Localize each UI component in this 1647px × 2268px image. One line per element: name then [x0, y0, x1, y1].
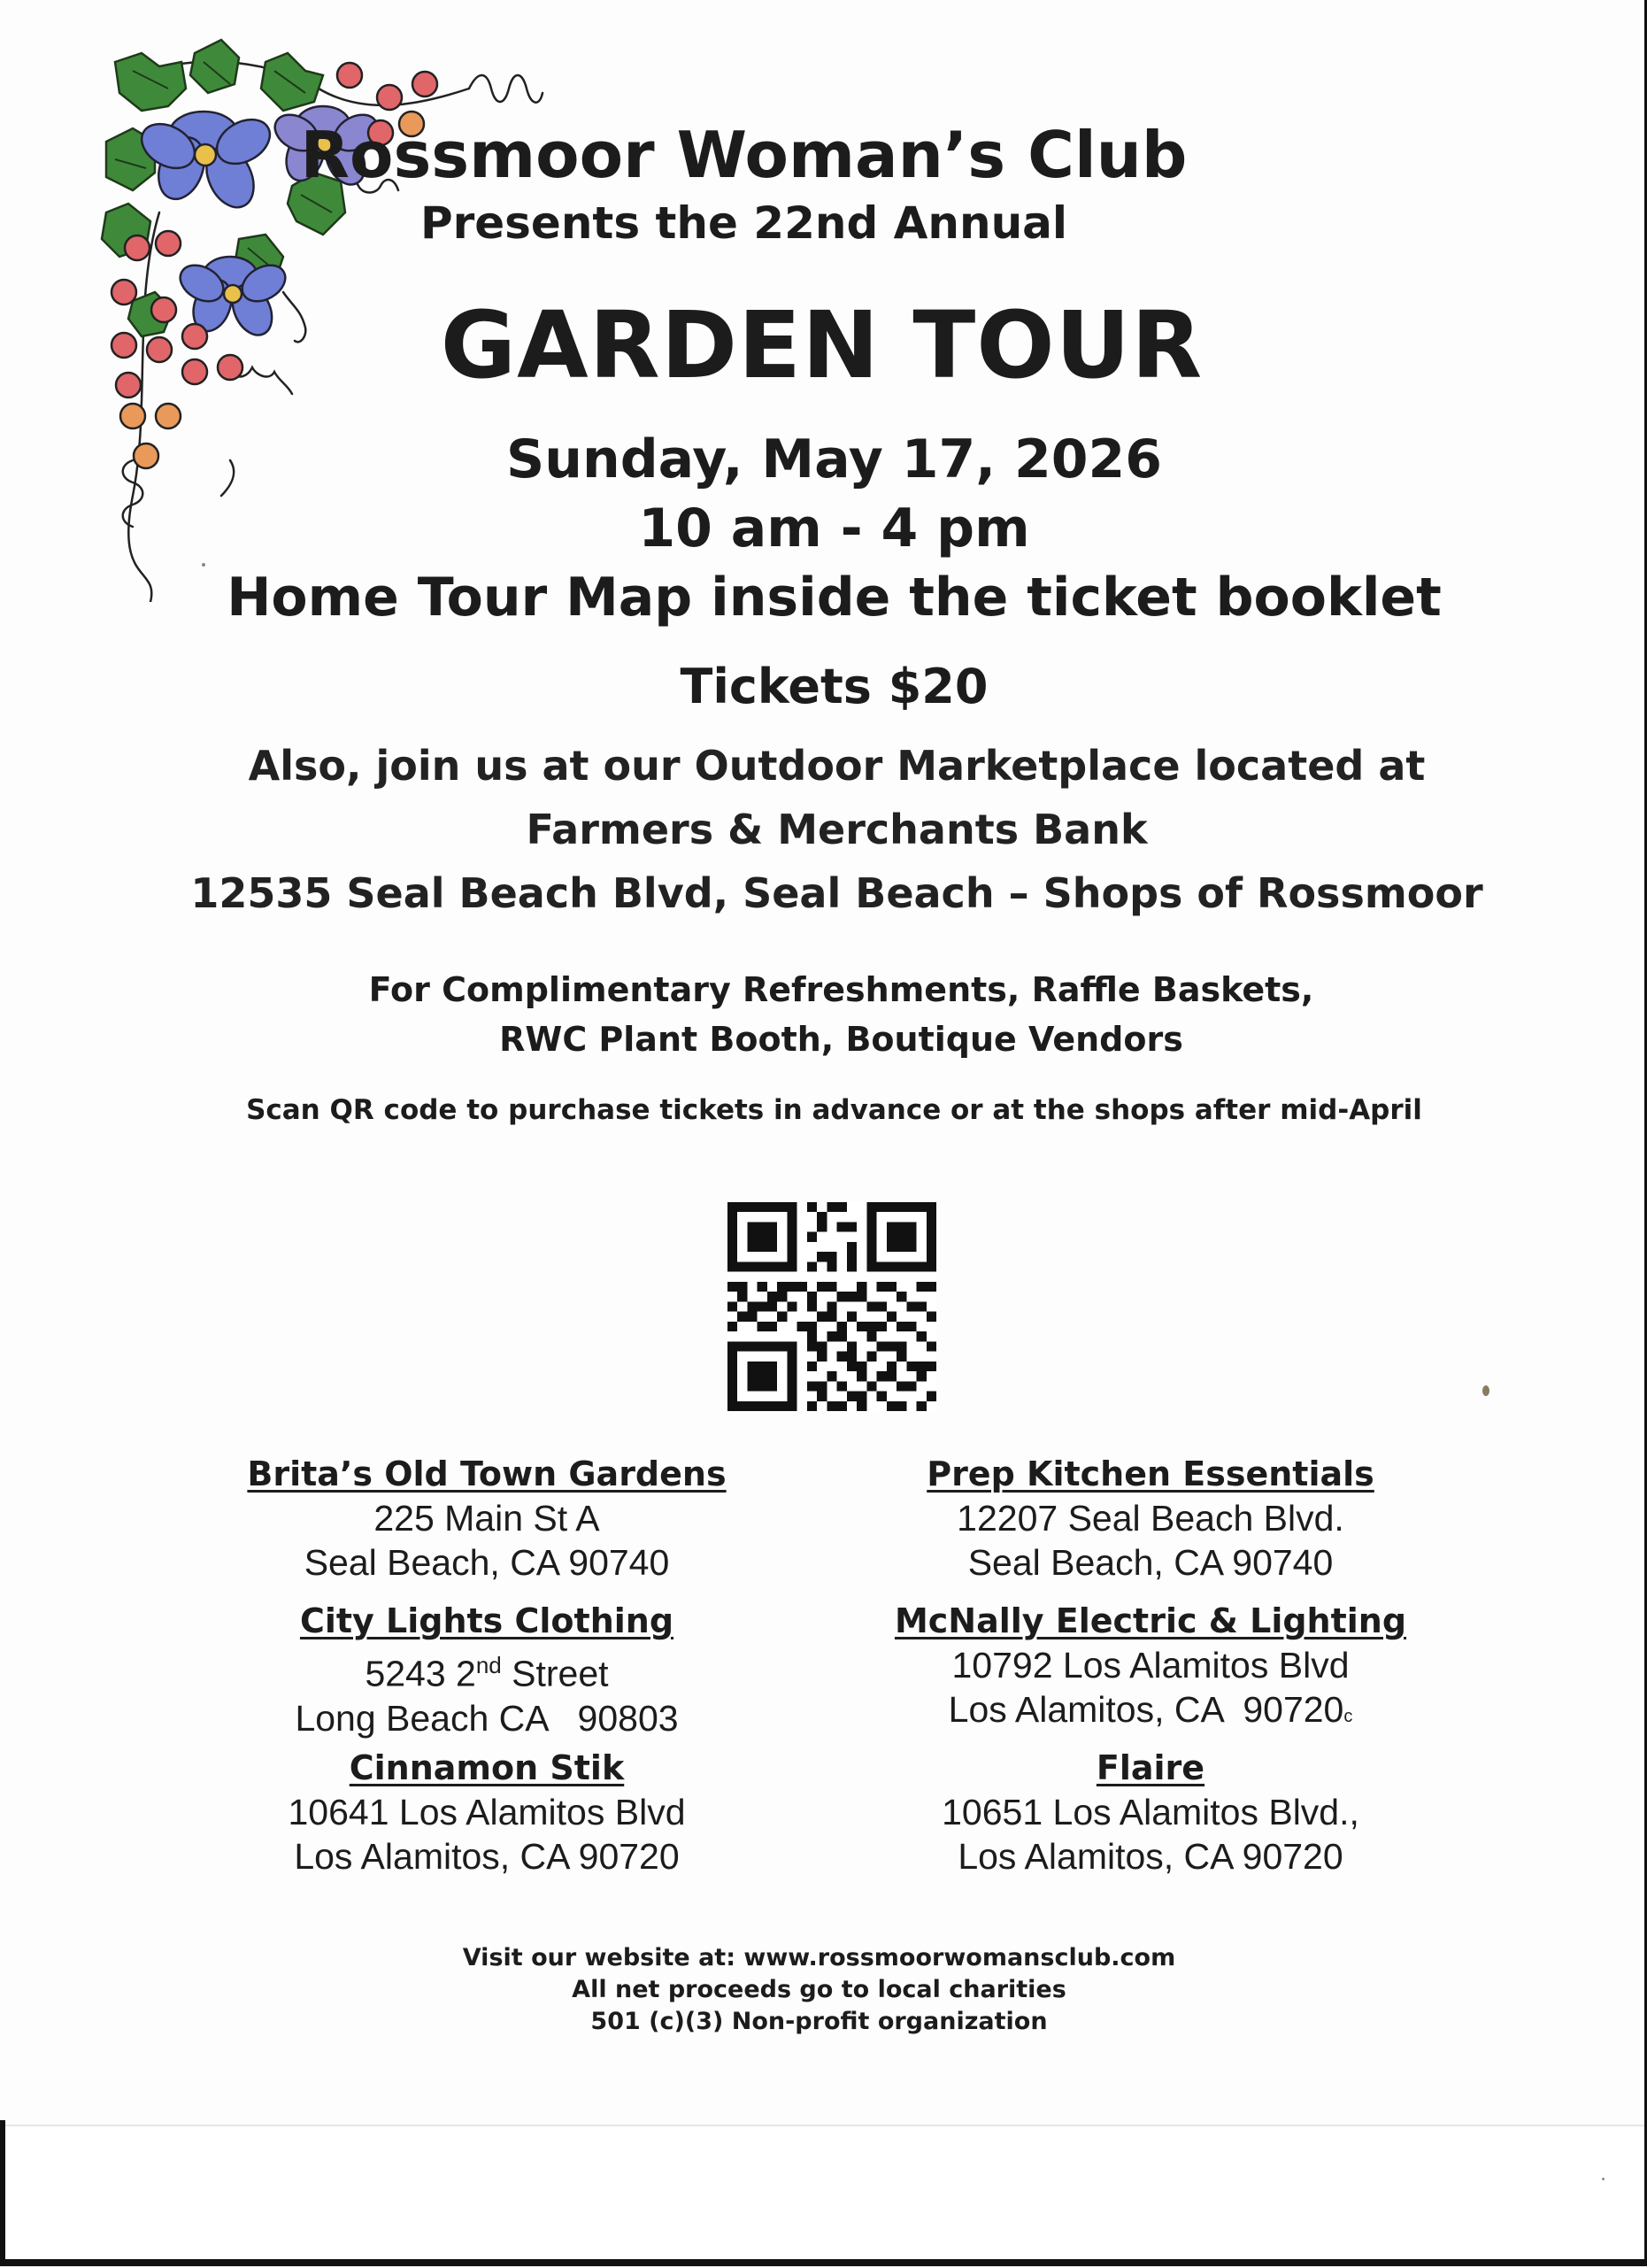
qr-code-icon[interactable] — [727, 1202, 936, 1411]
shop-address-line-2: Los Alamitos, CA 90720 — [958, 1836, 1343, 1877]
footer-proceeds: All net proceeds go to local charities — [572, 1976, 1066, 2003]
scan-speck — [202, 563, 205, 567]
scan-margin — [0, 2125, 1647, 2268]
shop-address-line-1: 225 Main St A — [373, 1498, 600, 1539]
shop-city-lights-clothing — [150, 1599, 823, 1740]
footer-website[interactable]: Visit our website at: www.rossmoorwomansclub.com — [462, 1944, 1176, 1971]
amenities-line-2: RWC Plant Booth, Boutique Vendors — [499, 1020, 1183, 1059]
shop-address-line-2: Seal Beach, CA 90740 — [967, 1542, 1334, 1583]
shop-name: Flaire — [1096, 1748, 1205, 1787]
event-time: 10 am - 4 pm — [638, 498, 1030, 559]
shop-address-line-1: 12207 Seal Beach Blvd. — [957, 1498, 1344, 1539]
shop-address-line-1: 5243 2nd Street — [365, 1652, 609, 1694]
scan-speck — [1482, 1385, 1489, 1396]
shop-britas-old-town-gardens — [150, 1452, 823, 1585]
marketplace-line-2: Farmers & Merchants Bank — [526, 806, 1148, 853]
shop-address-line-1: 10651 Los Alamitos Blvd., — [942, 1792, 1359, 1832]
shop-name: Cinnamon Stik — [349, 1748, 625, 1787]
shop-name: McNally Electric & Lighting — [894, 1601, 1407, 1640]
shop-name: City Lights Clothing — [299, 1601, 674, 1640]
shop-address-line-2: Seal Beach, CA 90740 — [304, 1542, 670, 1583]
scan-speck — [1602, 2178, 1605, 2180]
ticket-price: Tickets $20 — [680, 659, 989, 714]
shop-cinnamon-stik — [150, 1746, 823, 1878]
map-note: Home Tour Map inside the ticket booklet — [227, 567, 1442, 629]
shop-mcnally-electric-lighting — [814, 1599, 1487, 1739]
scan-edge-left — [0, 2120, 5, 2266]
shop-address-line-2: Los Alamitos, CA 90720 — [294, 1836, 680, 1877]
footer-nonprofit: 501 (c)(3) Non-profit organization — [590, 2008, 1048, 2035]
shop-address-line-1: 10641 Los Alamitos Blvd — [288, 1792, 686, 1832]
shop-address-line-2: Los Alamitos, CA 90720c — [948, 1689, 1353, 1730]
marketplace-line-1: Also, join us at our Outdoor Marketplace located at — [248, 742, 1426, 790]
org-name: Rossmoor Woman’s Club — [300, 118, 1188, 192]
event-date: Sunday, May 17, 2026 — [506, 428, 1162, 490]
shop-name: Prep Kitchen Essentials — [927, 1454, 1374, 1493]
shop-address-line-1: 10792 Los Alamitos Blvd — [951, 1645, 1350, 1686]
shop-name: Brita’s Old Town Gardens — [247, 1454, 727, 1493]
shop-flaire — [814, 1746, 1487, 1878]
amenities-line-1: For Complimentary Refreshments, Raffle Baskets, — [368, 970, 1314, 1009]
presents-line: Presents the 22nd Annual — [419, 197, 1068, 249]
scan-edge-bottom — [0, 2259, 1647, 2266]
event-title: GARDEN TOUR — [440, 291, 1204, 399]
marketplace-line-3: 12535 Seal Beach Blvd, Seal Beach – Shops of Rossmoor — [190, 869, 1483, 917]
qr-instruction: Scan QR code to purchase tickets in advance or at the shops after mid-April — [246, 1094, 1422, 1126]
shop-address-line-2: Long Beach CA 90803 — [295, 1697, 679, 1739]
shop-prep-kitchen-essentials — [814, 1452, 1487, 1585]
